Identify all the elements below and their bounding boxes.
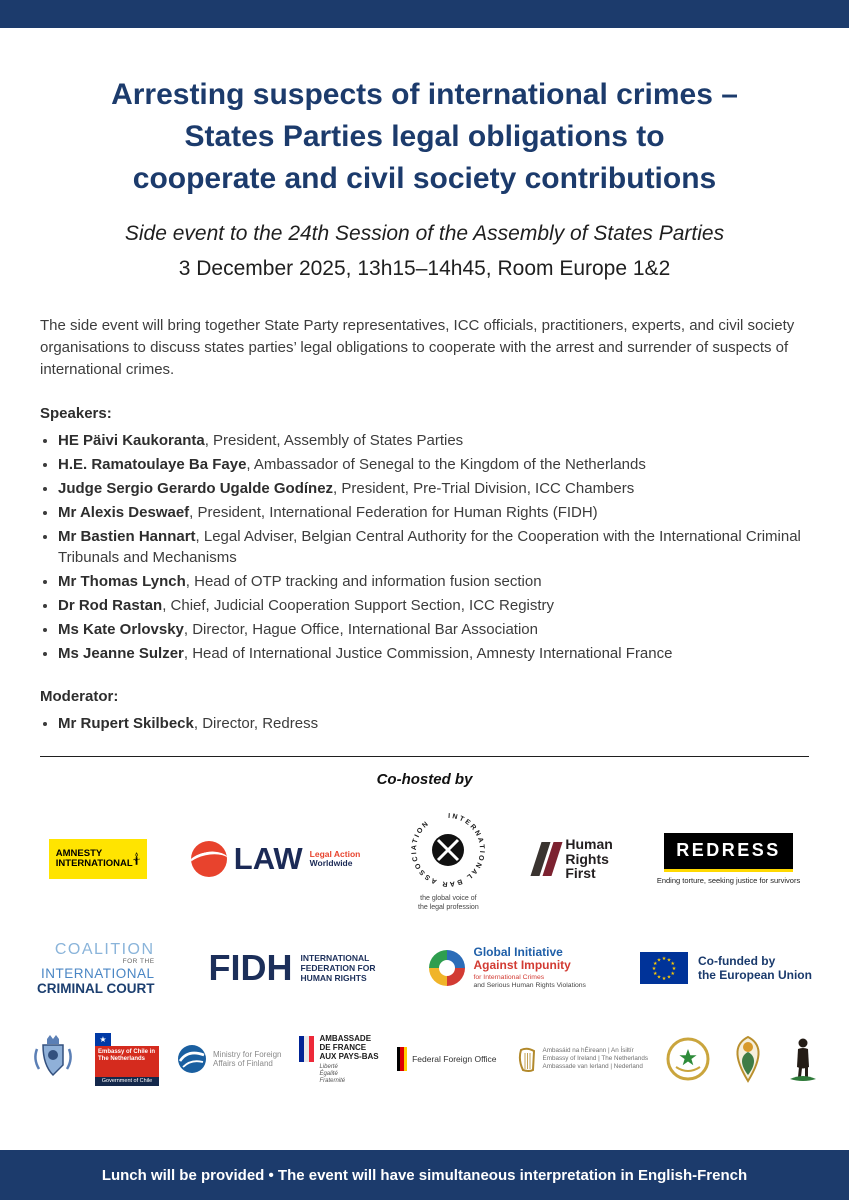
legal-action-worldwide-logo xyxy=(191,841,361,877)
speaker-item xyxy=(58,430,809,451)
speaker-name: HE Päivi Kaukoranta xyxy=(58,432,205,449)
hrf-stripes-icon xyxy=(536,842,557,876)
logo-row-2 xyxy=(0,938,849,998)
chile-flag-icon xyxy=(95,1033,159,1077)
svg-text:★: ★ xyxy=(656,957,662,964)
footer-text: Lunch will be provided • The event will have simultaneous interpretation in English-French xyxy=(101,1166,748,1184)
iba-tagline xyxy=(418,895,479,912)
fidh-acronym: FIDH xyxy=(208,947,293,988)
netherlands-coat-of-arms xyxy=(29,1035,77,1083)
moderator-list xyxy=(44,713,809,734)
svg-text:★: ★ xyxy=(661,956,667,962)
vanuatu-emblem xyxy=(786,1035,820,1083)
svg-text:★: ★ xyxy=(666,974,672,981)
speaker-role: , President, International Federation for Human Rights (FIDH) xyxy=(189,504,598,521)
international-bar-association-logo xyxy=(404,806,492,912)
speakers-heading: Speakers: xyxy=(40,405,112,422)
speaker-item xyxy=(58,619,809,640)
gia-line-1: Global Initiative xyxy=(473,945,563,959)
logo-row-1 xyxy=(0,806,849,912)
coalition-line-1: COALITION xyxy=(54,940,155,958)
fidh-sub-2: FEDERATION FOR xyxy=(300,963,376,973)
gia-sub-1: for International Crimes xyxy=(473,974,545,981)
chile-embassy-logo xyxy=(95,1033,159,1086)
hrf-line-1: Human xyxy=(565,836,613,853)
speaker-role: , Director, Hague Office, International Bar Association xyxy=(183,621,538,638)
gia-wordmark xyxy=(473,946,585,990)
gia-sub-2: and Serious Human Rights Violations xyxy=(473,982,586,989)
title-line-3: cooperate and civil society contributions xyxy=(132,162,717,195)
speaker-item xyxy=(58,526,809,568)
svg-text:★: ★ xyxy=(651,966,657,972)
speaker-item xyxy=(58,454,809,475)
hrf-wordmark xyxy=(565,837,612,881)
coalition-line-2: FOR THE xyxy=(122,957,155,965)
coalition-line-3: INTERNATIONAL xyxy=(41,965,155,981)
event-subtitle: Side event to the 24th Session of the Assembly of States Parties xyxy=(124,222,725,245)
title-line-2: States Parties legal obligations to xyxy=(184,120,665,153)
law-globe-icon xyxy=(191,841,227,877)
south-africa-coat-of-arms xyxy=(728,1035,768,1083)
speaker-item xyxy=(58,595,809,616)
svg-text:★: ★ xyxy=(666,957,672,964)
iba-tagline-1: the global voice of xyxy=(420,895,477,902)
svg-text:★: ★ xyxy=(661,976,667,982)
speaker-role: , Legal Adviser, Belgian Central Authority for the Cooperation with the International Criminal Tribunals and Mechanisms xyxy=(58,528,801,566)
speaker-role: , President, Assembly of States Parties xyxy=(204,432,464,449)
speaker-role: , President, Pre-Trial Division, ICC Chambers xyxy=(333,480,635,497)
france-tricolor-icon xyxy=(299,1036,314,1062)
amnesty-line-1: AMNESTY xyxy=(55,847,103,859)
gia-pinwheel-icon xyxy=(429,950,465,986)
coalition-icc-logo xyxy=(37,941,155,996)
law-subtext xyxy=(310,850,361,869)
speaker-role: , Head of OTP tracking and information fusion section xyxy=(185,573,542,590)
event-datetime: 3 December 2025, 13h15–14h45, Room Europe 1&2 xyxy=(178,257,671,280)
title-line-1: Arresting suspects of international crimes – xyxy=(111,78,738,111)
speaker-item xyxy=(58,502,809,523)
human-rights-first-logo xyxy=(536,837,612,881)
speaker-item xyxy=(58,478,809,499)
speaker-name: Ms Jeanne Sulzer xyxy=(58,645,184,662)
speaker-name: Judge Sergio Gerardo Ugalde Godínez xyxy=(58,480,334,497)
moderator-name: Mr Rupert Skilbeck xyxy=(58,715,194,732)
finland-mfa-logo xyxy=(177,1044,281,1074)
france-motto-1: Liberté xyxy=(319,1063,338,1070)
amnesty-international-logo xyxy=(49,839,147,879)
france-embassy-text xyxy=(319,1034,378,1085)
svg-text:★: ★ xyxy=(671,966,677,972)
speaker-name: Mr Thomas Lynch xyxy=(58,573,186,590)
svg-text:★: ★ xyxy=(670,961,675,967)
amnesty-candle-icon xyxy=(133,844,140,874)
moderator-heading: Moderator: xyxy=(40,688,119,705)
speaker-role: , Chief, Judicial Cooperation Support Section, ICC Registry xyxy=(162,597,555,614)
redress-tagline: Ending torture, seeking justice for survivors xyxy=(656,876,801,885)
global-initiative-against-impunity-logo xyxy=(429,946,585,990)
chile-embassy-text: Embassy of Chile in The Netherlands xyxy=(98,1048,156,1062)
france-motto-3: Fraternité xyxy=(319,1077,346,1084)
germany-flag-icon xyxy=(397,1047,408,1071)
intro-paragraph: The side event will bring together State Party representatives, ICC officials, practitioners, experts, and civil society organisations to discuss states parties’ legal obligations to cooperate with the arrest and surrender of suspects of international crimes. xyxy=(40,317,795,378)
moderator-item xyxy=(58,713,809,734)
france-line-3: AUX PAYS-BAS xyxy=(319,1051,379,1061)
eu-cofunded-text xyxy=(698,954,812,982)
france-embassy-logo xyxy=(299,1034,378,1085)
chile-star-icon: ★ xyxy=(95,1033,111,1046)
gia-line-2: Against Impunity xyxy=(473,958,571,972)
speaker-name: Mr Alexis Deswaef xyxy=(58,504,190,521)
ireland-line-2: Embassy of Ireland | The Netherlands xyxy=(542,1055,648,1062)
iba-seal-icon xyxy=(404,806,492,894)
speaker-role: , Ambassador of Senegal to the Kingdom of the Netherlands xyxy=(246,456,646,473)
finland-line-1: Ministry for Foreign xyxy=(213,1049,282,1059)
hrf-line-3: First xyxy=(565,865,596,882)
fidh-sub-1: INTERNATIONAL xyxy=(300,953,370,963)
france-line-1: AMBASSADE xyxy=(319,1033,372,1043)
top-bar xyxy=(0,0,849,28)
speaker-item xyxy=(58,643,809,664)
cohosted-by-label: Co-hosted by xyxy=(376,771,473,788)
footer-bar xyxy=(0,1150,849,1200)
svg-text:★: ★ xyxy=(653,961,658,967)
fidh-subtext xyxy=(301,953,376,983)
eu-cofunded-logo xyxy=(640,952,812,984)
redress-name: REDRESS xyxy=(676,840,781,860)
hrf-line-2: Rights xyxy=(565,850,609,867)
speaker-role: , Head of International Justice Commission, Amnesty International France xyxy=(183,645,673,662)
finland-mfa-text xyxy=(213,1050,281,1069)
law-acronym: LAW xyxy=(233,841,303,876)
logo-row-3 xyxy=(0,1030,849,1088)
speaker-name: H.E. Ramatoulaye Ba Faye xyxy=(58,456,247,473)
coalition-line-4: CRIMINAL COURT xyxy=(37,980,155,996)
france-line-2: DE FRANCE xyxy=(319,1042,367,1052)
speaker-item xyxy=(58,571,809,592)
fidh-sub-3: HUMAN RIGHTS xyxy=(300,973,367,983)
ireland-embassy-logo xyxy=(515,1046,648,1072)
svg-text:★: ★ xyxy=(656,974,662,981)
speaker-name: Dr Rod Rastan xyxy=(58,597,163,614)
divider-line xyxy=(40,756,809,757)
fidh-logo xyxy=(209,947,376,989)
finland-globe-icon xyxy=(177,1044,207,1074)
law-sub-1: Legal Action xyxy=(309,848,361,859)
eu-line-1: Co-funded by xyxy=(697,954,776,968)
ireland-harp-icon xyxy=(515,1046,537,1072)
finland-line-2: Affairs of Finland xyxy=(213,1059,273,1068)
senegal-emblem xyxy=(666,1037,710,1081)
redress-logo xyxy=(657,833,800,885)
amnesty-wordmark xyxy=(56,849,133,870)
speaker-name: Ms Kate Orlovsky xyxy=(58,621,184,638)
ireland-line-3: Ambassade van Ierland | Nederland xyxy=(542,1063,643,1070)
amnesty-line-2: INTERNATIONAL xyxy=(55,858,133,869)
germany-federal-foreign-office-logo xyxy=(397,1047,497,1071)
speakers-list xyxy=(44,430,809,664)
event-title xyxy=(40,74,809,200)
eu-flag-icon xyxy=(640,952,688,984)
iba-ring-text: INTERNATIONAL BAR ASSOCIATION xyxy=(411,812,486,888)
speaker-name: Mr Bastien Hannart xyxy=(58,528,196,545)
redress-wordmark-box xyxy=(664,833,793,872)
ireland-embassy-text xyxy=(543,1047,648,1071)
chile-government-text: Government of Chile xyxy=(95,1077,159,1086)
svg-text:★: ★ xyxy=(653,971,658,977)
eu-line-2: the European Union xyxy=(697,968,812,982)
germany-office-text: Federal Foreign Office xyxy=(412,1054,497,1064)
iba-tagline-2: the legal profession xyxy=(418,903,479,911)
france-motto-2: Égalité xyxy=(319,1070,338,1077)
moderator-role: , Director, Redress xyxy=(193,715,319,732)
ireland-line-1: Ambasáid na hÉireann | An Ísiltír xyxy=(542,1047,634,1054)
law-sub-2: Worldwide xyxy=(309,858,353,868)
svg-text:★: ★ xyxy=(670,971,675,977)
